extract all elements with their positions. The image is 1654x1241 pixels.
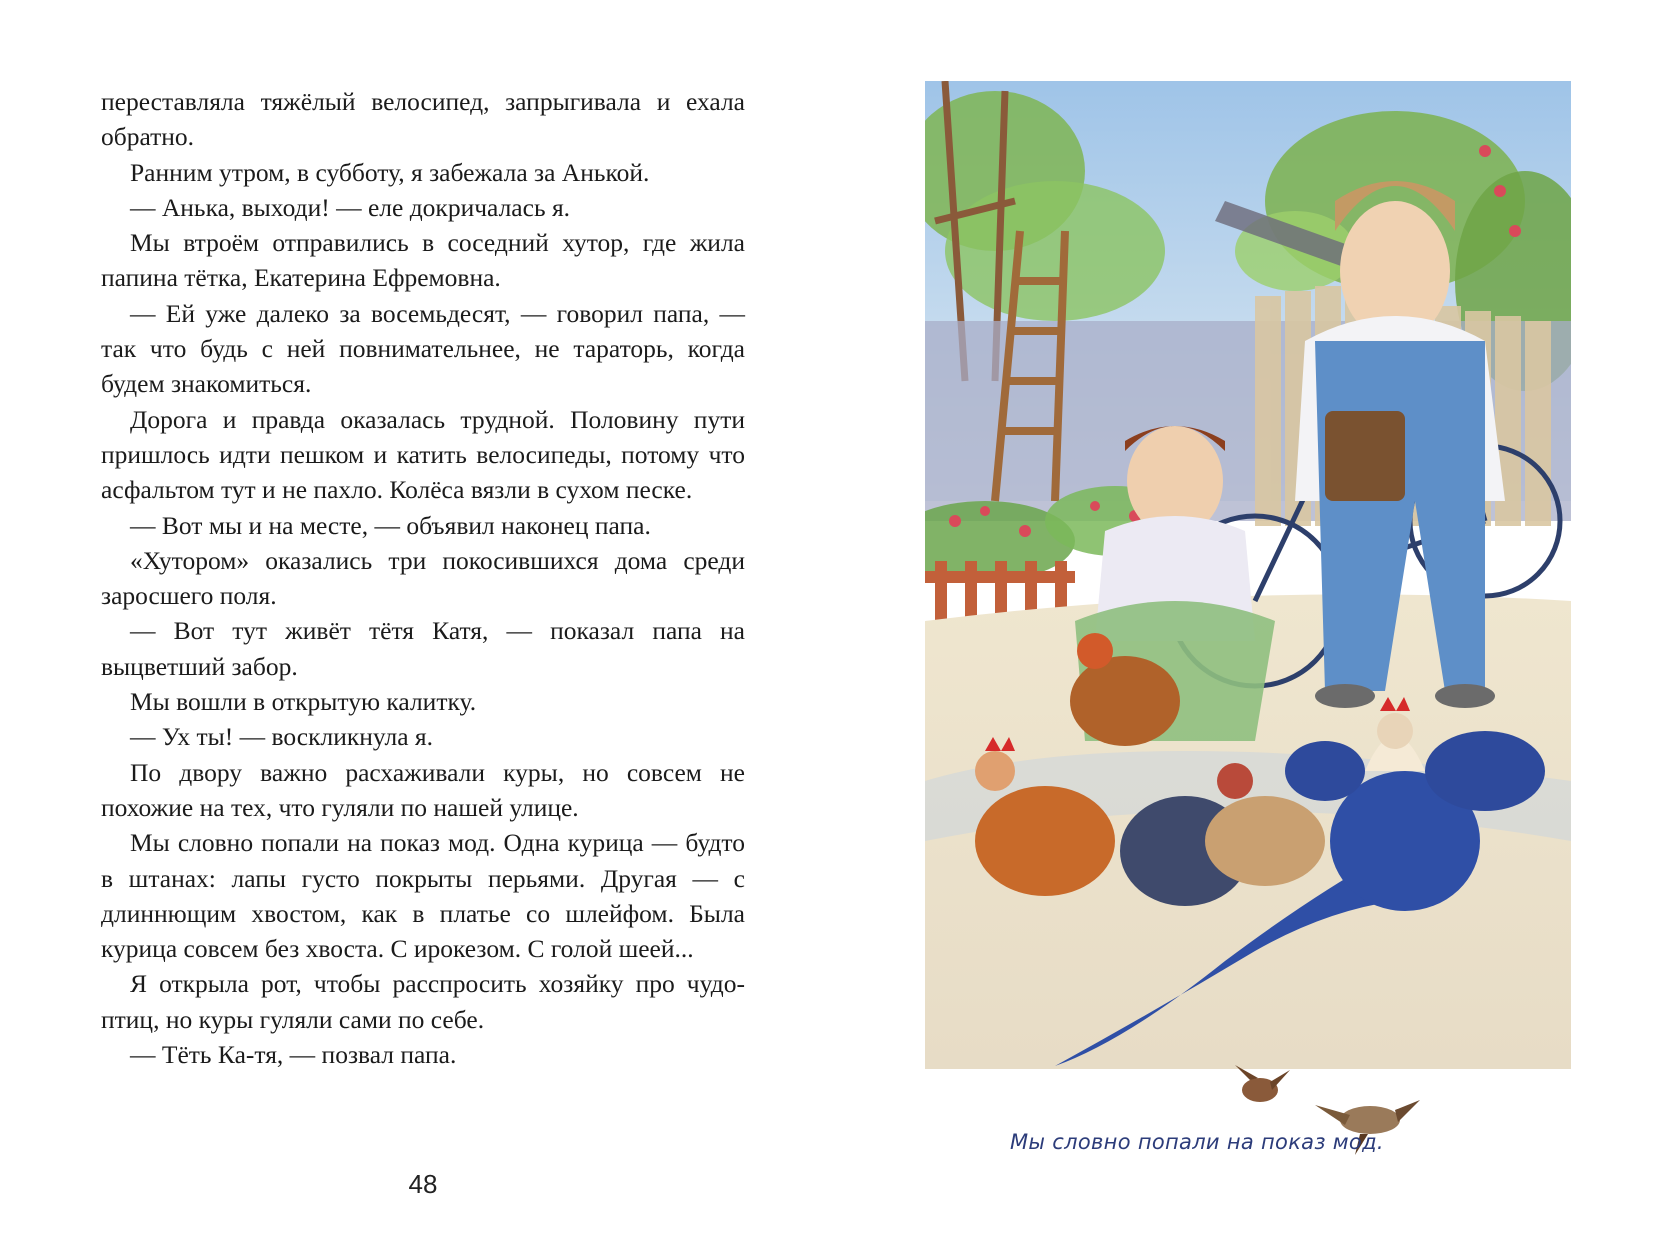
paragraph: переставляла тяжёлый велосипед, запрыгивала и ехала обратно. [101,87,745,152]
page-number: 48 [408,1169,438,1199]
paragraph: Ранним утром, в субботу, я забежала за Анькой. [130,157,650,187]
illustration-artwork [925,81,1571,1069]
paragraph: По двору важно расхаживали куры, но совсем не похожие на тех, что гуляли по нашей улице. [101,757,745,822]
left-page [101,84,745,1204]
paragraph: Мы втроём отправились в соседний хутор, где жила папина тётка, Екатерина Ефремовна. [101,228,745,293]
paragraph: — Вот тут живёт тётя Катя, — показал папа на выцветший забор. [101,616,745,681]
paragraph: — Вот мы и на месте, — объявил наконец папа. [130,510,651,540]
paragraph: — Тёть Ка-тя, — позвал папа. [130,1040,457,1070]
sparrow-icon [1220,1060,1440,1190]
sparrows-decoration [1220,1060,1440,1190]
paragraph: Мы вошли в открытую калитку. [130,687,477,717]
illustration-caption: Мы словно попали на показ мод. [1010,1130,1384,1154]
paragraph: Я открыла рот, чтобы расспросить хозяйку про чудо-птиц, но куры гуляли сами по себе. [101,969,745,1034]
paragraph: — Анька, выходи! — еле докричалась я. [130,192,571,222]
paragraph: Дорога и правда оказалась трудной. Половину пути пришлось идти пешком и катить велосипеды, потому что асфальтом тут и не пахло. Колёса вязли в сухом песке. [101,404,745,505]
watercolor-illustration [925,81,1571,1069]
paragraph: «Хутором» оказались три покосившихся дома среди заросшего поля. [101,545,745,611]
paragraph: — Ей уже далеко за восемьдесят, — говорил папа, — так что будь с ней повнимательнее, не тараторь, когда будем знакомиться. [101,298,745,399]
text-column [101,84,745,1072]
paragraph: Мы словно попали на показ мод. Одна курица — будто в штанах: лапы густо покрыты перьями. Другая — с длиннющим хвостом, как в платье со шлейфом. Была курица совсем без хвоста. С ирокезом. С голой шеей... [101,828,745,964]
paragraph: — Ух ты! — воскликнула я. [130,722,434,752]
